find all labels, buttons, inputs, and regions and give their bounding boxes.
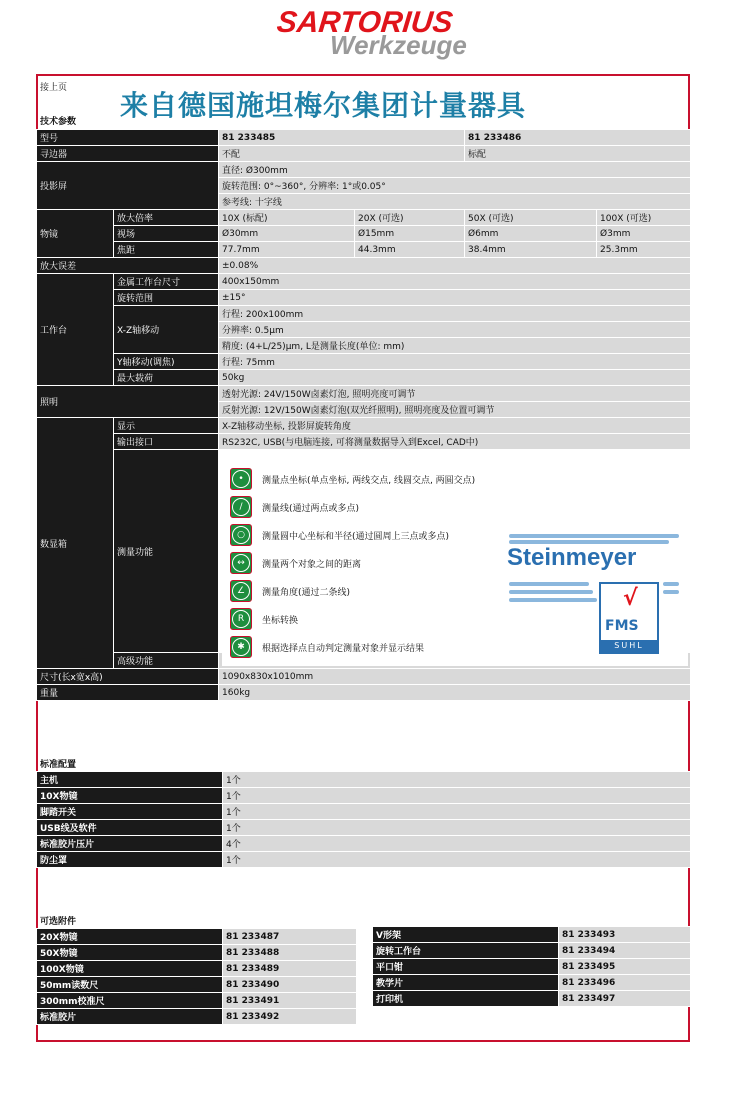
objective-val: 38.4mm: [465, 242, 597, 258]
point-icon: •: [230, 468, 252, 490]
list-item: [230, 634, 424, 660]
brand-sub: Werkzeuge: [330, 30, 467, 60]
list-item: [230, 550, 361, 576]
stage-xz-row: 精度: (4+L/25)μm, L是测量长度(单位: mm): [219, 338, 691, 354]
measure-text: 测量两个对象之间的距离: [262, 559, 362, 570]
objective-label: 物镜: [37, 210, 114, 258]
standard-value: 1个: [223, 772, 691, 788]
line-icon: /: [230, 496, 252, 518]
coordinate-icon: R: [230, 608, 252, 630]
circle-icon: ○: [230, 524, 252, 546]
standard-label: 标准胶片压片: [37, 836, 223, 852]
fms-badge: [599, 582, 659, 654]
dimensions-label: 尺寸(长x宽x高): [37, 669, 219, 685]
continue-label: 接上页: [40, 83, 68, 93]
optional-label: 旋转工作台: [373, 943, 559, 959]
optional-label: 教学片: [373, 975, 559, 991]
standard-label: 主机: [37, 772, 223, 788]
steinmeyer-name: Steinmeyer: [507, 544, 637, 571]
table-row: [373, 991, 691, 1007]
measure-text: 根据选择点自动判定测量对象并显示结果: [262, 643, 425, 654]
standard-label: 10X物镜: [37, 788, 223, 804]
weight-label: 重量: [37, 685, 219, 701]
model-a: 81 233485: [219, 130, 465, 146]
stage-size-value: 400x150mm: [219, 274, 691, 290]
optional-value: 81 233496: [559, 975, 691, 991]
fms-text: FMS: [605, 618, 639, 634]
table-row: [373, 943, 691, 959]
section-spec: 技术参数: [40, 117, 77, 127]
edge-finder-label: 寻边器: [37, 146, 219, 162]
stage-label: 工作台: [37, 274, 114, 386]
table-row: [37, 258, 691, 274]
objective-val: Ø30mm: [219, 226, 355, 242]
measure-text: 坐标转换: [262, 615, 299, 626]
standard-value: 1个: [223, 788, 691, 804]
table-row: [37, 210, 691, 226]
readout-output-value: RS232C, USB(与电脑连接, 可将测量数据导入到Excel, CAD中): [219, 434, 691, 450]
table-row: [37, 977, 357, 993]
model-b: 81 233486: [465, 130, 691, 146]
edge-finder-a: 不配: [219, 146, 465, 162]
weight-value: 160kg: [219, 685, 691, 701]
optional-value: 81 233490: [223, 977, 357, 993]
table-row: [37, 669, 691, 685]
readout-display-value: X-Z轴移动坐标, 投影屏旋转角度: [219, 418, 691, 434]
readout-display-label: 显示: [114, 418, 219, 434]
page-title: 来自德国施坦梅尔集团计量器具: [120, 89, 527, 122]
optional-value: 81 233489: [223, 961, 357, 977]
objective-row-label: 放大倍率: [114, 210, 219, 226]
table-row: [37, 418, 691, 434]
optional-value: 81 233493: [559, 927, 691, 943]
optional-value: 81 233487: [223, 929, 357, 945]
objective-val: Ø15mm: [355, 226, 465, 242]
stage-y-label: Y轴移动(调焦): [114, 354, 219, 370]
stage-rotation-value: ±15°: [219, 290, 691, 306]
screen-label: 投影屏: [37, 162, 219, 210]
check-icon: √: [623, 586, 638, 611]
table-row: [37, 146, 691, 162]
mag-error-value: ±0.08%: [219, 258, 691, 274]
stage-xz-row: 行程: 200x100mm: [219, 306, 691, 322]
objective-val: Ø3mm: [597, 226, 691, 242]
standard-label: USB线及软件: [37, 820, 223, 836]
table-row: [37, 772, 691, 788]
dimensions-value: 1090x830x1010mm: [219, 669, 691, 685]
optional-label: 50X物镜: [37, 945, 223, 961]
stage-y-value: 行程: 75mm: [219, 354, 691, 370]
advanced-label: 高级功能: [114, 653, 219, 669]
objective-row-label: 视场: [114, 226, 219, 242]
stage-load-label: 最大载荷: [114, 370, 219, 386]
list-item: [230, 606, 298, 632]
auto-judge-icon: ✱: [230, 636, 252, 658]
screen-row: 参考线: 十字线: [219, 194, 691, 210]
optional-label: 打印机: [373, 991, 559, 1007]
table-row: [37, 1009, 357, 1025]
distance-icon: ↔: [230, 552, 252, 574]
stage-size-label: 金属工作台尺寸: [114, 274, 219, 290]
table-row: [373, 959, 691, 975]
list-item: [230, 494, 359, 520]
stage-xz-row: 分辨率: 0.5μm: [219, 322, 691, 338]
table-row: [37, 820, 691, 836]
objective-val: 44.3mm: [355, 242, 465, 258]
table-row: [37, 386, 691, 402]
optional-label: 20X物镜: [37, 929, 223, 945]
measure-text: 测量角度(通过二条线): [262, 587, 351, 598]
optional-value: 81 233494: [559, 943, 691, 959]
lighting-row: 反射光源: 12V/150W卤素灯泡(双光纤照明), 照明亮度及位置可调节: [219, 402, 691, 418]
measure-text: 测量线(通过两点或多点): [262, 503, 360, 514]
table-row: [37, 162, 691, 178]
lighting-label: 照明: [37, 386, 219, 418]
screen-row: 旋转范围: 0°~360°, 分辨率: 1°或0.05°: [219, 178, 691, 194]
optional-value: 81 233497: [559, 991, 691, 1007]
objective-val: 20X (可选): [355, 210, 465, 226]
stage-rotation-label: 旋转范围: [114, 290, 219, 306]
table-row: [37, 993, 357, 1009]
measure-text: 测量点坐标(单点坐标, 两线交点, 线圆交点, 两圆交点): [262, 475, 476, 486]
standard-table: [36, 771, 691, 868]
readout-label: 数显箱: [37, 418, 114, 669]
table-row: [37, 788, 691, 804]
list-item: [230, 522, 449, 548]
mag-error-label: 放大误差: [37, 258, 219, 274]
objective-val: 10X (标配): [219, 210, 355, 226]
table-row: [37, 274, 691, 290]
readout-output-label: 输出接口: [114, 434, 219, 450]
table-row: [37, 130, 691, 146]
objective-val: 100X (可选): [597, 210, 691, 226]
optional-label: 300mm校准尺: [37, 993, 223, 1009]
standard-value: 4个: [223, 836, 691, 852]
steinmeyer-logo: [503, 520, 683, 660]
model-label: 型号: [37, 130, 219, 146]
objective-val: 25.3mm: [597, 242, 691, 258]
table-row: [373, 975, 691, 991]
optional-label: 50mm读数尺: [37, 977, 223, 993]
optional-right-table: [372, 926, 691, 1007]
edge-finder-b: 标配: [465, 146, 691, 162]
brand-name: SARTORIUS: [275, 6, 455, 39]
table-row: [37, 961, 357, 977]
table-row: [37, 804, 691, 820]
optional-label: 100X物镜: [37, 961, 223, 977]
table-row: [37, 945, 357, 961]
table-row: [37, 685, 691, 701]
suhl-text: SUHL: [601, 640, 657, 652]
measure-label: 测量功能: [114, 450, 219, 653]
measure-text: 测量圆中心坐标和半径(通过圆周上三点或多点): [262, 531, 450, 542]
standard-label: 脚踏开关: [37, 804, 223, 820]
table-row: [37, 836, 691, 852]
optional-value: 81 233488: [223, 945, 357, 961]
angle-icon: ∠: [230, 580, 252, 602]
standard-value: 1个: [223, 852, 691, 868]
optional-label: 标准胶片: [37, 1009, 223, 1025]
objective-val: 77.7mm: [219, 242, 355, 258]
stage-load-value: 50kg: [219, 370, 691, 386]
optional-value: 81 233491: [223, 993, 357, 1009]
optional-value: 81 233492: [223, 1009, 357, 1025]
objective-row-label: 焦距: [114, 242, 219, 258]
list-item: [230, 466, 475, 492]
optional-value: 81 233495: [559, 959, 691, 975]
list-item: [230, 578, 350, 604]
standard-label: 防尘罩: [37, 852, 223, 868]
section-optional: 可选附件: [40, 917, 77, 927]
optional-label: 平口钳: [373, 959, 559, 975]
lighting-row: 透射光源: 24V/150W卤素灯泡, 照明亮度可调节: [219, 386, 691, 402]
standard-value: 1个: [223, 820, 691, 836]
section-standard: 标准配置: [40, 760, 77, 770]
optional-left-table: [36, 928, 357, 1025]
standard-value: 1个: [223, 804, 691, 820]
table-row: [37, 852, 691, 868]
optional-label: V形架: [373, 927, 559, 943]
table-row: [373, 927, 691, 943]
objective-val: Ø6mm: [465, 226, 597, 242]
screen-row: 直径: Ø300mm: [219, 162, 691, 178]
table-row: [37, 929, 357, 945]
stage-xz-label: X-Z轴移动: [114, 306, 219, 354]
objective-val: 50X (可选): [465, 210, 597, 226]
